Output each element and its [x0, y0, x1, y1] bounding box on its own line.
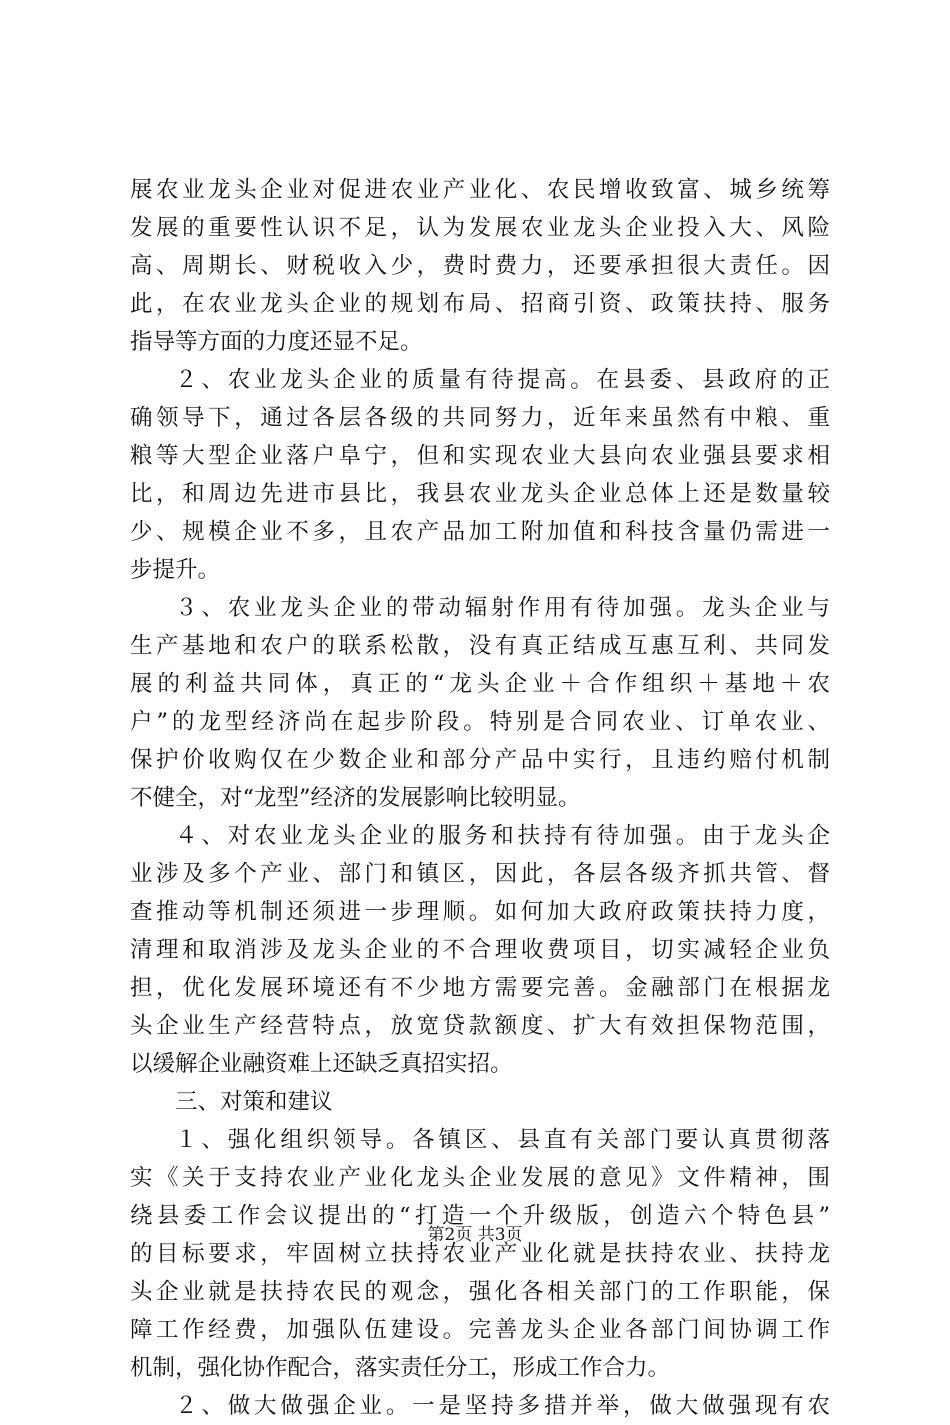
text-line: ４、对农业龙头企业的服务和扶持有待加强。由于龙头企 [175, 823, 830, 849]
text-line: 确领导下，通过各层各级的共同努力，近年来虽然有中粮、重 [130, 405, 830, 431]
text-line: 障工作经费，加强队伍建设。完善龙头企业各部门间协调工作 [130, 1317, 830, 1343]
text-line: 步提升。 [130, 557, 221, 583]
page-footer [0, 1220, 950, 1245]
text-line: 少、规模企业不多，且农产品加工附加值和科技含量仍需进一 [130, 519, 830, 545]
text-line: 以缓解企业融资难上还缺乏真招实招。 [130, 1051, 513, 1077]
text-line: 发展的重要性认识不足，认为发展农业龙头企业投入大、风险 [130, 215, 830, 241]
text-line: 户”的龙型经济尚在起步阶段。特别是合同农业、订单农业、 [130, 709, 830, 735]
text-line: 查推动等机制还须进一步理顺。如何加大政府政策扶持力度， [130, 899, 830, 925]
text-line: 机制，强化协作配合，落实责任分工，形成工作合力。 [130, 1355, 671, 1381]
text-line: 三、对策和建议 [175, 1089, 333, 1115]
text-line: 担，优化发展环境还有不少地方需要完善。金融部门在根据龙 [130, 975, 830, 1001]
page-number: 第2页 共3页 [427, 1225, 523, 1245]
text-line: ３、农业龙头企业的带动辐射作用有待加强。龙头企业与 [175, 595, 830, 621]
text-line: 绕县委工作会议提出的“打造一个升级版，创造六个特色县” [130, 1203, 830, 1229]
text-line: 生产基地和农户的联系松散，没有真正结成互惠互利、共同发 [130, 633, 830, 659]
text-line: 展的利益共同体，真正的“龙头企业＋合作组织＋基地＋农 [130, 671, 830, 697]
text-line: 的目标要求，牢固树立扶持农业产业化就是扶持农业、扶持龙 [130, 1241, 830, 1267]
text-line: 比，和周边先进市县比，我县农业龙头企业总体上还是数量较 [130, 481, 830, 507]
text-line: 展农业龙头企业对促进农业产业化、农民增收致富、城乡统筹 [130, 177, 830, 203]
text-line: 头企业生产经营特点，放宽贷款额度、扩大有效担保物范围， [130, 1013, 830, 1039]
text-line: ２、农业龙头企业的质量有待提高。在县委、县政府的正 [175, 367, 830, 393]
text-line: 粮等大型企业落户阜宁，但和实现农业大县向农业强县要求相 [130, 443, 830, 469]
text-line: 头企业就是扶持农民的观念，强化各相关部门的工作职能，保 [130, 1279, 830, 1305]
text-line: 清理和取消涉及龙头企业的不合理收费项目，切实减轻企业负 [130, 937, 830, 963]
text-line: 实《关于支持农业产业化龙头企业发展的意见》文件精神，围 [130, 1165, 830, 1191]
text-line: 指导等方面的力度还显不足。 [130, 329, 423, 355]
text-line: 此，在农业龙头企业的规划布局、招商引资、政策扶持、服务 [130, 291, 830, 317]
text-line: 保护价收购仅在少数企业和部分产品中实行，且违约赔付机制 [130, 747, 830, 773]
text-line: １、强化组织领导。各镇区、县直有关部门要认真贯彻落 [175, 1127, 830, 1153]
text-line: 业涉及多个产业、部门和镇区，因此，各层各级齐抓共管、督 [130, 861, 830, 887]
text-line: 不健全，对“龙型”经济的发展影响比较明显。 [130, 785, 581, 811]
text-line: ２、做大做强企业。一是坚持多措并举，做大做强现有农 [175, 1393, 830, 1419]
text-line: 高、周期长、财税收入少，费时费力，还要承担很大责任。因 [130, 253, 830, 279]
